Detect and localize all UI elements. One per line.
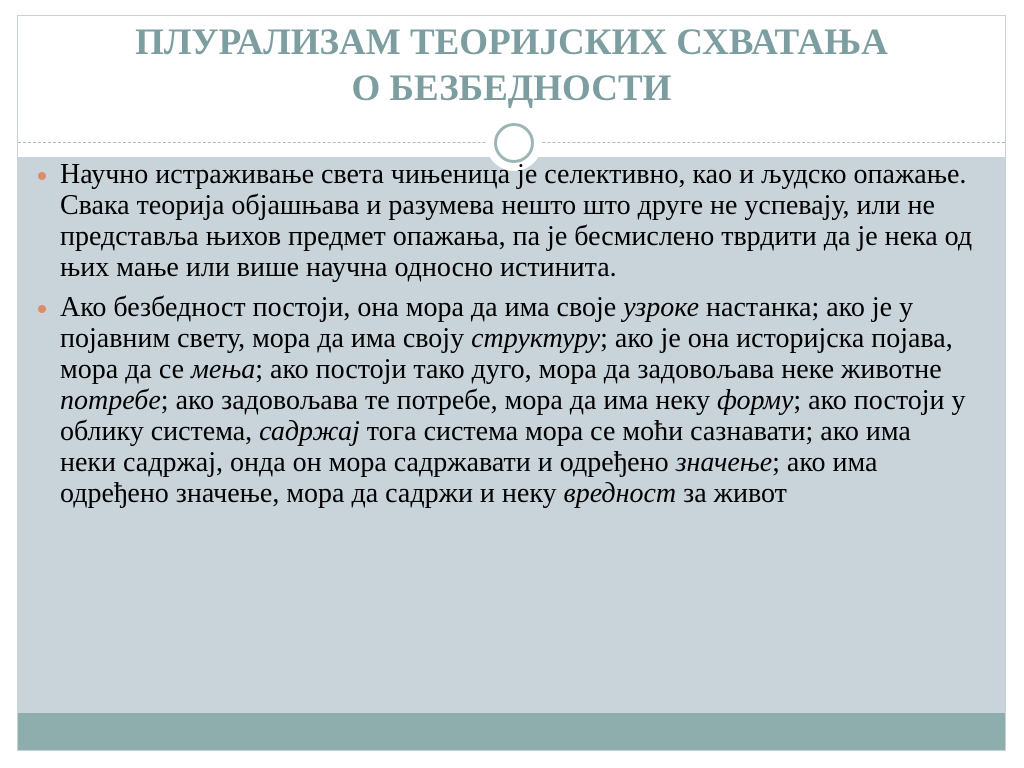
title-line-2: О БЕЗБЕДНОСТИ: [351, 68, 672, 109]
bullet-2-part: тога система мора се моћи сазнавати; ако има неки садржај, онда он мора садржавати и одређено: [60, 416, 911, 478]
bullet-2-emphasis: структуру: [471, 323, 601, 354]
bullet-2-part: ; ако постоји тако дуго, мора да задовољава неке животне: [255, 354, 942, 385]
bullet-2-part: ; ако постоји у облику система,: [60, 385, 966, 447]
bullet-2-emphasis: садржај: [259, 416, 360, 447]
bullet-1-text: Научно истраживање света чињеница је селективно, као и људско опажање. Свака теорија објашњава и разумева нешто што друге не успевају, или не представља њихов предмет опажања, па је бесмислено тврдити да је нека од њих мање или више научна односно истинита.: [60, 159, 973, 283]
bullet-2-text: [60, 292, 966, 509]
slide-title: [18, 20, 1005, 112]
bullet-2-emphasis: мења: [191, 354, 256, 385]
bullet-2-part: за живот: [676, 478, 787, 509]
bullet-item-1: [38, 159, 973, 283]
circle-ornament-icon: [494, 123, 534, 163]
bullet-2-part: настанка; ако је у појавним свету, мора да има своју: [60, 292, 914, 354]
footer-band: [18, 713, 1005, 750]
bullet-dot-icon: [38, 305, 46, 313]
bullet-2-part: Ако безбедност постоји, она мора да има своје: [60, 292, 624, 323]
bullet-2-part: ; ако је она историјска појава, мора да се: [60, 323, 953, 385]
bullet-2-emphasis: потребе: [60, 385, 161, 416]
bullet-2-emphasis: значење: [675, 447, 773, 478]
bullet-dot-icon: [38, 172, 46, 180]
title-line-1: ПЛУРАЛИЗАМ ТЕОРИЈСКИХ СХВАТАЊА: [135, 22, 888, 63]
bullet-2-emphasis: вредност: [563, 478, 677, 509]
bullet-2-emphasis: форму: [716, 385, 794, 416]
bullet-2-part: ; ако има одређено значење, мора да садржи и неку: [60, 447, 878, 509]
bullet-2-part: ; ако задовољава те потребе, мора да има неку: [160, 385, 717, 416]
bullet-item-2: [38, 292, 973, 509]
bullet-2-emphasis: узроке: [623, 292, 700, 323]
bullet-list: [38, 159, 973, 518]
